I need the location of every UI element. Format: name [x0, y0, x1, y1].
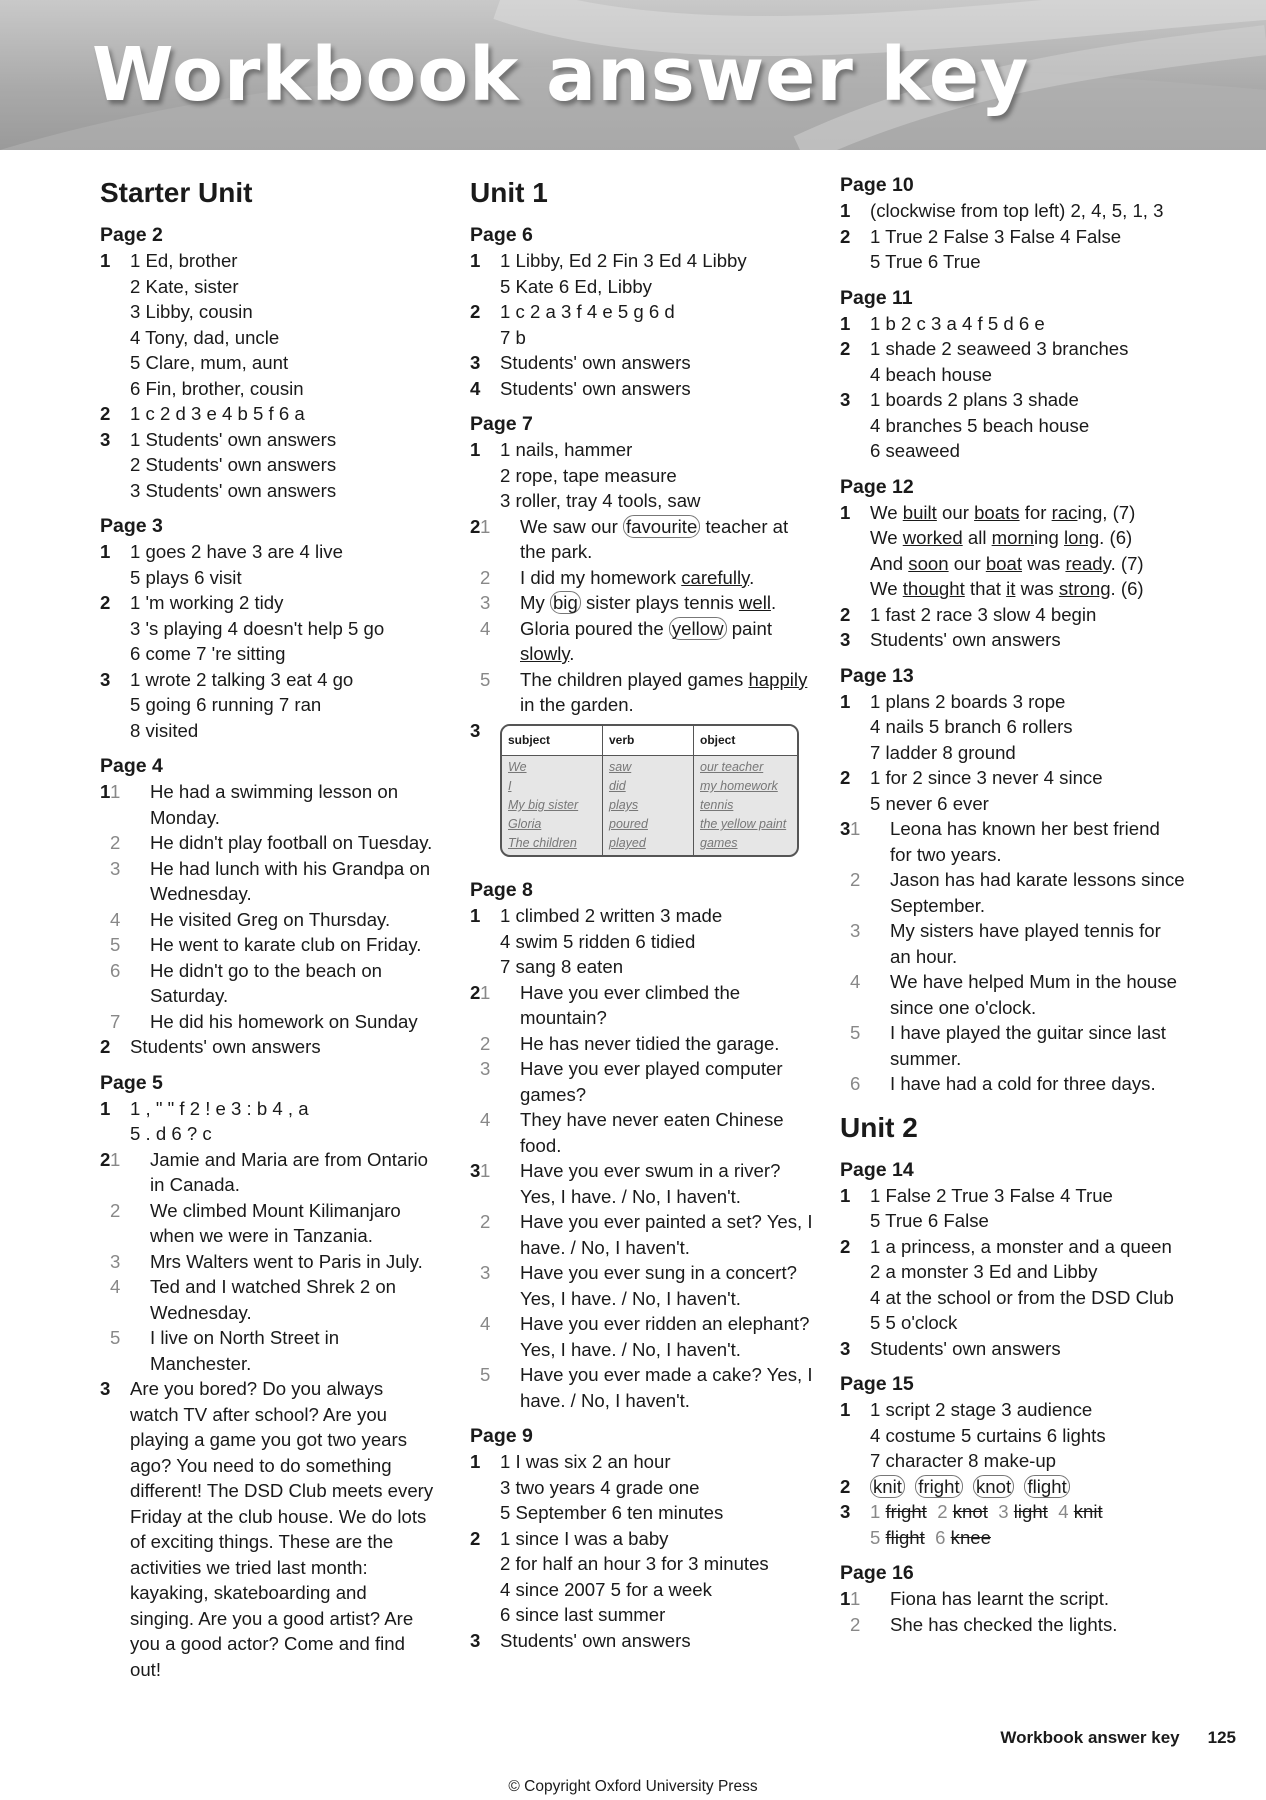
exercise-p4-2: 2 Students' own answers: [100, 1034, 435, 1060]
exercise-p6-3: 3 Students' own answers: [470, 350, 815, 376]
answer-line: 5 flight 6 knee: [870, 1526, 991, 1548]
answer-line: 7 character 8 make-up: [870, 1450, 1057, 1471]
answer-line: 1 Libby, Ed 2 Fin 3 Ed 4 Libby: [500, 250, 747, 271]
exercise-p4-1: 1 1 He had a swimming lesson on Monday. 2 He didn't play football on Tuesday. 3 He had lunch with his Grandpa on Wednesday. 4 He visited Greg on Thursday. 5 He went to karate club on Friday. 6 He didn't go to the beach on Saturday. 7 He did his homework on Sunday: [100, 779, 435, 1034]
exercise-p7-2: 2 1 We saw our favourite teacher at the park. 2 I did my homework carefully. 3 My big sister plays tennis well. 4 Gloria poured the yellow paint slowly. 5 The children played games happily in the garden.: [470, 514, 815, 718]
exercise-p14-3: 3 Students' own answers: [840, 1336, 1185, 1362]
answer-line: 5 Kate 6 Ed, Libby: [500, 275, 652, 297]
exercise-p12-1: 1 We built our boats for racing, (7) We worked all morning long. (6) And soon our boat was ready. (7) We thought that it was strong. (6): [840, 500, 1185, 602]
answer-line: 2 Kate, sister: [130, 275, 239, 297]
answer-line: 1 goes 2 have 3 are 4 live: [130, 541, 343, 562]
exercise-p7-1: 1 1 nails, hammer 2 rope, tape measure 3 roller, tray 4 tools, saw: [470, 437, 815, 514]
page-number: 125: [1207, 1728, 1236, 1747]
table-cell: The children: [508, 836, 577, 850]
answer-line: 4 They have never eaten Chinese food.: [480, 1109, 784, 1156]
exercise-p12-3: 3 Students' own answers: [840, 627, 1185, 653]
answer-line: 1 'm working 2 tidy: [130, 592, 284, 613]
answer-line: 1 c 2 d 3 e 4 b 5 f 6 a: [130, 403, 305, 424]
answer-line: 8 visited: [130, 719, 199, 741]
table-cell: did: [609, 779, 626, 793]
exercise-p14-2: 2 1 a princess, a monster and a queen 2 a monster 3 Ed and Libby 4 at the school or from the DSD Club 5 5 o'clock: [840, 1234, 1185, 1336]
page-heading-2: Page 2: [100, 224, 163, 246]
verb-column: [603, 756, 694, 855]
page-footer: [1000, 1728, 1236, 1748]
exercise-p3-2: 2 1 'm working 2 tidy 3 's playing 4 doesn't help 5 go 6 come 7 're sitting: [100, 590, 435, 667]
answer-line: 4 costume 5 curtains 6 lights: [870, 1424, 1106, 1446]
exercise-p9-3: 3 Students' own answers: [470, 1628, 815, 1654]
exercise-p8-1: 1 1 climbed 2 written 3 made 4 swim 5 ridden 6 tidied 7 sang 8 eaten: [470, 903, 815, 980]
answer-line: 1 script 2 stage 3 audience: [870, 1399, 1093, 1420]
exercise-p15-2: 2 knit fright knot flight: [840, 1474, 1185, 1500]
answer-line: 6 I have had a cold for three days.: [850, 1073, 1156, 1094]
answer-line: 3 Mrs Walters went to Paris in July.: [110, 1250, 423, 1272]
exercise-p11-1: 1 1 b 2 c 3 a 4 f 5 d 6 e: [840, 311, 1185, 337]
page-heading-6: Page 6: [470, 224, 533, 246]
answer-line: 1 shade 2 seaweed 3 branches: [870, 338, 1129, 359]
exercise-p15-3: 3 1 fright 2 knot 3 light 4 knit 5 flight 6 knee: [840, 1499, 1185, 1550]
table-header: [502, 726, 797, 757]
exercise-p2-2: 2 1 c 2 d 3 e 4 b 5 f 6 a: [100, 401, 435, 427]
page-heading-15: Page 15: [840, 1373, 914, 1395]
exercise-p9-2: 2 1 since I was a baby 2 for half an hour 3 for 3 minutes 4 since 2007 5 for a week 6 since last summer: [470, 1526, 815, 1628]
subject-verb-object-table: [500, 724, 799, 858]
unit-heading-1: Unit 1: [470, 177, 548, 208]
exercise-p7-3: 3 subject verb object We I My big sister Gloria The children saw did plays poured played our teacher my homework tennis the yellow paint games: [470, 718, 815, 868]
page-heading-9: Page 9: [470, 1425, 533, 1447]
page-heading-4: Page 4: [100, 755, 163, 777]
poem-line: We built our boats for racing, (7): [870, 501, 1136, 523]
copyright-notice: © Copyright Oxford University Press: [508, 1778, 758, 1795]
answer-line: Students' own answers: [500, 1629, 691, 1651]
table-cell: games: [700, 836, 738, 850]
answer-line: 3 roller, tray 4 tools, saw: [500, 490, 701, 511]
exercise-p11-3: 3 1 boards 2 plans 3 shade 4 branches 5 beach house 6 seaweed: [840, 387, 1185, 464]
exercise-p5-1: 1 1 , " " f 2 ! e 3 : b 4 , a 5 . d 6 ? c: [100, 1096, 435, 1147]
answer-line: 1 Fiona has learnt the script.: [850, 1588, 1110, 1609]
answer-line: 5 True 6 True: [870, 251, 981, 272]
answer-line: 4 Ted and I watched Shrek 2 on Wednesday.: [110, 1276, 397, 1323]
page-heading-3: Page 3: [100, 515, 163, 537]
answer-line: 1 fright 2 knot 3 light 4 knit: [870, 1501, 1103, 1522]
answer-line: 6 seaweed: [870, 440, 960, 461]
page-heading-7: Page 7: [470, 413, 533, 435]
answer-line: 1 Have you ever swum in a river? Yes, I have. / No, I haven't.: [480, 1160, 781, 1207]
answer-line: 5 Clare, mum, aunt: [130, 352, 289, 373]
answer-line: 3 Students' own answers: [130, 479, 337, 501]
answer-line: 2 He didn't play football on Tuesday.: [110, 832, 433, 853]
answer-line: 6 Fin, brother, cousin: [130, 377, 304, 399]
answer-line: 3 Have you ever played computer games?: [480, 1058, 783, 1105]
page-heading-12: Page 12: [840, 475, 914, 498]
table-cell: our teacher: [700, 760, 764, 774]
exercise-p8-3: 3 1 Have you ever swum in a river? Yes, I have. / No, I haven't. 2 Have you ever painted a set? Yes, I have. / No, I haven't. 3 Have you ever sung in a concert? Yes, I have. / No, I haven't. 4 Have you ever ridden an elephant? Yes, I have. / No, I haven't. 5 Have you ever made a cake? Yes, I have. / No, I haven't.: [470, 1158, 815, 1413]
exercise-p11-2: 2 1 shade 2 seaweed 3 branches 4 beach house: [840, 336, 1185, 387]
answer-line: 1 He had a swimming lesson on Monday.: [110, 781, 399, 828]
answer-line: 3 's playing 4 doesn't help 5 go: [130, 617, 385, 639]
answer-line: 3 My sisters have played tennis for an hour.: [850, 920, 1161, 967]
table-header-cell: verb: [603, 726, 694, 756]
page-heading-10: Page 10: [840, 174, 914, 196]
answer-line: 4 since 2007 5 for a week: [500, 1578, 712, 1600]
answer-line: 1 True 2 False 3 False 4 False: [870, 225, 1122, 247]
answer-line: 1 b 2 c 3 a 4 f 5 d 6 e: [870, 312, 1045, 334]
answer-line: 6 since last summer: [500, 1604, 666, 1625]
answer-line: 2 for half an hour 3 for 3 minutes: [500, 1553, 769, 1574]
answer-line: 2 He has never tidied the garage.: [480, 1032, 780, 1054]
answer-line: 1 boards 2 plans 3 shade: [870, 389, 1079, 410]
answer-line: 1 wrote 2 talking 3 eat 4 go: [130, 668, 354, 690]
exercise-p6-4: 4 Students' own answers: [470, 376, 815, 402]
answer-line: 1 plans 2 boards 3 rope: [870, 690, 1066, 712]
answer-line: 5 I have played the guitar since last summer.: [850, 1022, 1166, 1069]
answer-line: 1 nails, hammer: [500, 439, 633, 460]
unit-heading-2: Unit 2: [840, 1111, 918, 1143]
answer-line: 7 b: [500, 326, 526, 348]
answer-line: Students' own answers: [870, 629, 1061, 650]
answer-line: 1 for 2 since 3 never 4 since: [870, 767, 1103, 788]
answer-line: 3 He had lunch with his Grandpa on Wednesday.: [110, 857, 431, 904]
exercise-p14-1: 1 1 False 2 True 3 False 4 True 5 True 6 False: [840, 1183, 1185, 1234]
answer-line: 4 swim 5 ridden 6 tidied: [500, 930, 696, 952]
answer-line: 5 True 6 False: [870, 1210, 989, 1231]
exercise-p2-1: 1 1 Ed, brother 2 Kate, sister 3 Libby, cousin 4 Tony, dad, uncle 5 Clare, mum, aunt 6 Fin, brother, cousin: [100, 248, 435, 401]
answer-line: 4 nails 5 branch 6 rollers: [870, 716, 1073, 737]
answer-line: 1 a princess, a monster and a queen: [870, 1235, 1172, 1257]
page-heading-14: Page 14: [840, 1158, 914, 1181]
answer-line: 1 Ed, brother: [130, 250, 238, 271]
answer-line: 5 5 o'clock: [870, 1312, 958, 1333]
answer-line: 1 We saw our favourite teacher at the park.: [480, 515, 789, 562]
table-cell: I: [508, 779, 512, 793]
answer-line: 4 Gloria poured the yellow paint slowly.: [480, 617, 773, 664]
poem-line: We worked all morning long. (6): [870, 527, 1133, 548]
exercise-p3-1: 1 1 goes 2 have 3 are 4 live 5 plays 6 visit: [100, 539, 435, 590]
exercise-p5-2: 2 1 Jamie and Maria are from Ontario in Canada. 2 We climbed Mount Kilimanjaro when we were in Tanzania. 3 Mrs Walters went to Paris in July. 4 Ted and I watched Shrek 2 on Wednesday. 5 I live on North Street in Manchester.: [100, 1147, 435, 1377]
column-unit-1-cont-unit-2: [840, 172, 1185, 1637]
answer-line: 1 climbed 2 written 3 made: [500, 905, 723, 926]
answer-line: 6 He didn't go to the beach on Saturday.: [110, 959, 383, 1006]
answer-line: 2 We climbed Mount Kilimanjaro when we were in Tanzania.: [110, 1199, 401, 1246]
exercise-p6-2: 2 1 c 2 a 3 f 4 e 5 g 6 d 7 b: [470, 299, 815, 350]
table-cell: plays: [609, 798, 639, 812]
answer-line: 7 sang 8 eaten: [500, 956, 624, 977]
page-title: Workbook answer key: [92, 32, 1030, 118]
table-header-cell: subject: [502, 726, 603, 756]
exercise-p10-2: 2 1 True 2 False 3 False 4 False 5 True 6 True: [840, 224, 1185, 275]
answer-line: 4 branches 5 beach house: [870, 414, 1090, 436]
table-cell: my homework: [700, 779, 778, 793]
answer-line: 7 ladder 8 ground: [870, 741, 1016, 763]
table-cell: My big sister: [508, 798, 579, 812]
subject-column: [502, 756, 603, 855]
table-cell: played: [609, 836, 646, 850]
table-cell: the yellow paint: [700, 817, 787, 831]
answer-line: 5 plays 6 visit: [130, 566, 242, 588]
title-banner: [0, 0, 1266, 150]
table-body: [502, 756, 797, 855]
answer-line: 1 False 2 True 3 False 4 True: [870, 1184, 1113, 1206]
answer-paragraph: Are you bored? Do you always watch TV after school? Are you playing a game you got two years ago? You need to do something different! The DSD Club meets every Friday at the club house. We do lots of exciting things. These are the activities we tried last month: kayaking, skateboarding and singing. Are you a good artist? Are you a good actor? Come and find out!: [130, 1378, 434, 1680]
answer-line: 1 since I was a baby: [500, 1527, 669, 1549]
poem-line: And soon our boat was ready. (7): [870, 552, 1144, 574]
answer-line: 2 Have you ever painted a set? Yes, I have. / No, I haven't.: [480, 1211, 813, 1258]
exercise-p13-3: 3 1 Leona has known her best friend for two years. 2 Jason has had karate lessons since September. 3 My sisters have played tennis for an hour. 4 We have helped Mum in the house since one o'clock. 5 I have played the guitar since last summer. 6 I have had a cold for three days.: [840, 816, 1185, 1097]
answer-line: 5 going 6 running 7 ran: [130, 694, 322, 715]
page-heading-13: Page 13: [840, 664, 914, 687]
answer-line: 5 The children played games happily in the garden.: [480, 668, 808, 715]
answer-line: 2 I did my homework carefully.: [480, 566, 755, 588]
exercise-p13-2: 2 1 for 2 since 3 never 4 since 5 never 6 ever: [840, 765, 1185, 816]
exercise-p8-2: 2 1 Have you ever climbed the mountain? 2 He has never tidied the garage. 3 Have you ever played computer games? 4 They have never eaten Chinese food.: [470, 980, 815, 1159]
unit-heading-starter: Starter Unit: [100, 177, 253, 208]
page-heading-16: Page 16: [840, 1562, 914, 1584]
page-heading-11: Page 11: [840, 286, 913, 309]
exercise-p10-1: 1 (clockwise from top left) 2, 4, 5, 1, 3: [840, 198, 1185, 224]
answer-line: 5 I live on North Street in Manchester.: [110, 1327, 340, 1374]
answer-line: 1 I was six 2 an hour: [500, 1451, 671, 1472]
answer-line: 1 , " " f 2 ! e 3 : b 4 , a: [130, 1097, 309, 1119]
answer-line: 3 My big sister plays tennis well.: [480, 592, 777, 613]
answer-line: 5 . d 6 ? c: [130, 1123, 212, 1144]
answer-line: knit fright knot flight: [870, 1474, 1185, 1500]
answer-line: 4 beach house: [870, 363, 992, 385]
answer-line: 6 come 7 're sitting: [130, 643, 286, 664]
exercise-p12-2: 2 1 fast 2 race 3 slow 4 begin: [840, 602, 1185, 628]
answer-line: 5 never 6 ever: [870, 792, 989, 814]
exercise-p6-1: 1 1 Libby, Ed 2 Fin 3 Ed 4 Libby 5 Kate 6 Ed, Libby: [470, 248, 815, 299]
page-heading-5: Page 5: [100, 1071, 163, 1094]
answer-line: 5 Have you ever made a cake? Yes, I have. / No, I haven't.: [480, 1364, 813, 1411]
answer-line: 7 He did his homework on Sunday: [110, 1010, 418, 1032]
answer-line: 1 Leona has known her best friend for two years.: [850, 818, 1160, 865]
column-starter-unit: [100, 172, 435, 1682]
answer-line: 3 Have you ever sung in a concert? Yes, I have. / No, I haven't.: [480, 1262, 797, 1309]
answer-line: Students' own answers: [500, 352, 691, 373]
table-cell: Gloria: [508, 817, 542, 831]
exercise-p16-1: 1 1 Fiona has learnt the script. 2 She has checked the lights.: [840, 1586, 1185, 1637]
answer-line: (clockwise from top left) 2, 4, 5, 1, 3: [870, 200, 1164, 221]
answer-line: 2 Jason has had karate lessons since September.: [850, 869, 1185, 916]
answer-line: 5 September 6 ten minutes: [500, 1502, 724, 1523]
answer-line: 2 rope, tape measure: [500, 464, 677, 486]
footer-label: Workbook answer key: [1000, 1728, 1180, 1747]
table-header-cell: object: [700, 732, 736, 747]
answer-line: 4 We have helped Mum in the house since one o'clock.: [850, 971, 1178, 1018]
answer-line: 4 He visited Greg on Thursday.: [110, 908, 391, 930]
answer-line: 2 She has checked the lights.: [850, 1613, 1118, 1635]
answer-line: Students' own answers: [870, 1337, 1061, 1359]
answer-line: Students' own answers: [500, 377, 691, 399]
answer-line: 3 two years 4 grade one: [500, 1476, 700, 1498]
answer-line: 3 Libby, cousin: [130, 301, 253, 322]
table-cell: poured: [609, 817, 648, 831]
table-cell: We: [508, 760, 527, 774]
answer-line: 1 Students' own answers: [130, 428, 337, 450]
table-cell: tennis: [700, 798, 734, 812]
column-unit-1: [470, 172, 815, 1653]
exercise-p15-1: 1 1 script 2 stage 3 audience 4 costume 5 curtains 6 lights 7 character 8 make-up: [840, 1397, 1185, 1474]
answer-line: 1 fast 2 race 3 slow 4 begin: [870, 603, 1097, 625]
answer-line: Students' own answers: [130, 1036, 321, 1057]
table-cell: saw: [609, 760, 632, 774]
answer-line: 1 Jamie and Maria are from Ontario in Canada.: [110, 1148, 428, 1195]
object-column: [694, 756, 797, 855]
exercise-p9-1: 1 1 I was six 2 an hour 3 two years 4 grade one 5 September 6 ten minutes: [470, 1449, 815, 1526]
answer-line: 2 Students' own answers: [130, 454, 337, 475]
exercise-p2-3: 3 1 Students' own answers 2 Students' own answers 3 Students' own answers: [100, 427, 435, 504]
answer-line: 4 Have you ever ridden an elephant? Yes, I have. / No, I haven't.: [480, 1313, 810, 1360]
exercise-p5-3: 3 Are you bored? Do you always watch TV after school? Are you playing a game you got two years ago? You need to do something different! The DSD Club meets every Friday at the club house. We do lots of exciting things. These are the activities we tried last month: kayaking, skateboarding and singing. Are you a good artist? Are you a good actor? Come and find out!: [100, 1376, 435, 1682]
exercise-p13-1: 1 1 plans 2 boards 3 rope 4 nails 5 branch 6 rollers 7 ladder 8 ground: [840, 689, 1185, 766]
poem-line: We thought that it was strong. (6): [870, 578, 1144, 599]
page-heading-8: Page 8: [470, 879, 533, 901]
answer-line: 5 He went to karate club on Friday.: [110, 934, 422, 955]
exercise-p3-3: 3 1 wrote 2 talking 3 eat 4 go 5 going 6 running 7 ran 8 visited: [100, 667, 435, 744]
answer-line: 1 c 2 a 3 f 4 e 5 g 6 d: [500, 301, 675, 322]
answer-line: 2 a monster 3 Ed and Libby: [870, 1261, 1098, 1282]
answer-line: 4 at the school or from the DSD Club: [870, 1286, 1174, 1308]
answer-line: 1 Have you ever climbed the mountain?: [480, 981, 741, 1028]
answer-line: 4 Tony, dad, uncle: [130, 326, 280, 348]
